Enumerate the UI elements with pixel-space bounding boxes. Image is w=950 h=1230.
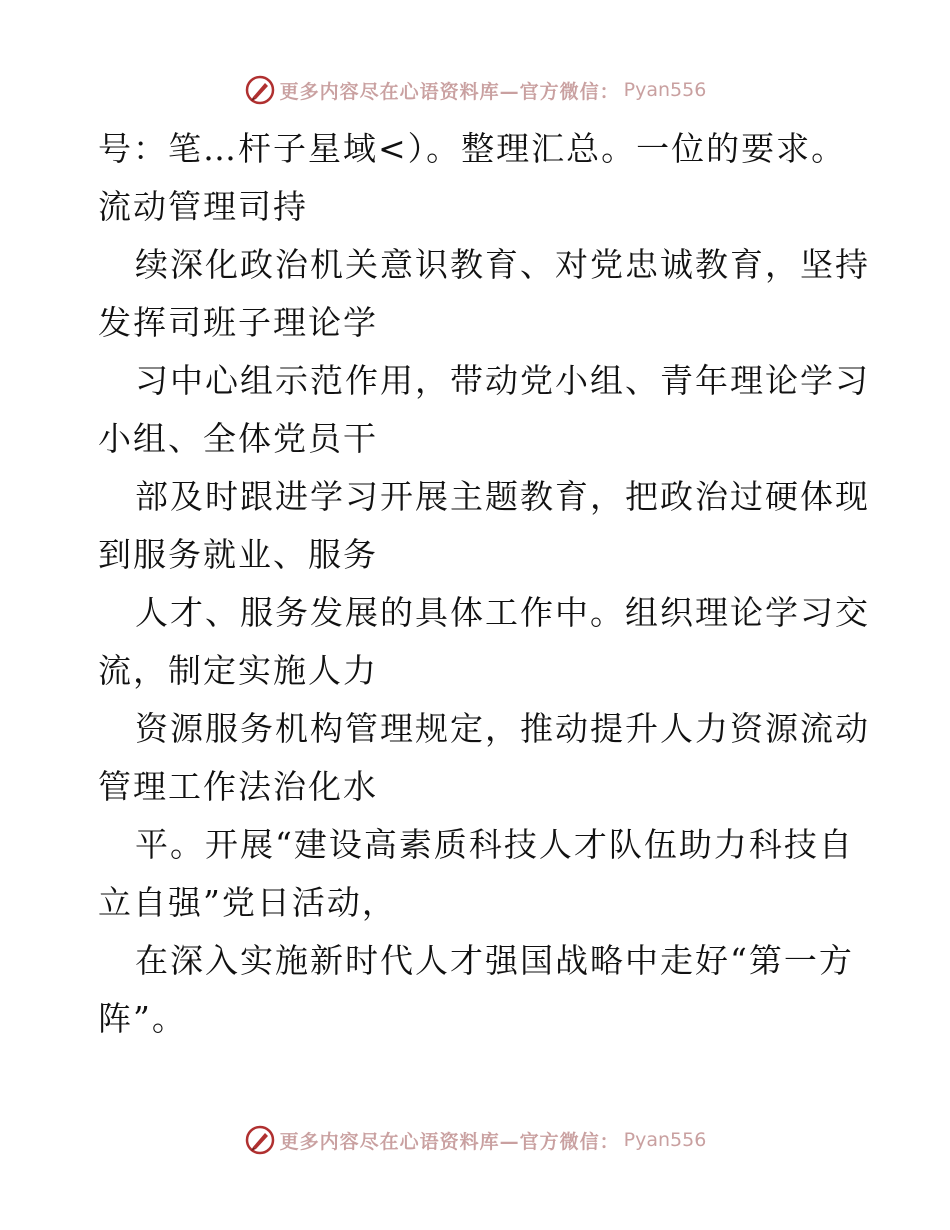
text-line: 部及时跟进学习开展主题教育，把政治过硬体现 xyxy=(135,477,870,516)
text-line: 平。开展“建设高素质科技人才队伍助力科技自 xyxy=(135,825,854,864)
document-body xyxy=(98,120,870,1048)
watermark-wechat-id: Pyan556 xyxy=(623,79,707,101)
watermark-site-text: 更多内容尽在心语资料库—官方微信： xyxy=(279,80,620,103)
text-line: 到服务就业、服务 xyxy=(98,535,378,574)
text-line: 续深化政治机关意识教育、对党忠诚教育，坚持 xyxy=(135,245,870,284)
footer-watermark xyxy=(0,1120,950,1160)
text-line: 习中心组示范作用，带动党小组、青年理论学习 xyxy=(135,361,870,400)
text-line: 立自强”党日活动， xyxy=(98,883,397,922)
pen-circle-logo-icon xyxy=(244,1124,276,1156)
text-line: 小组、全体党员干 xyxy=(98,419,378,458)
text-line: 号：笔…杆子星域<）。整理汇总。一位的要求。 xyxy=(98,129,847,168)
text-line: 在深入实施新时代人才强国战略中走好“第一方 xyxy=(135,941,854,980)
header-watermark xyxy=(0,70,950,110)
text-line: 管理工作法治化水 xyxy=(98,767,378,806)
text-line: 人才、服务发展的具体工作中。组织理论学习交 xyxy=(135,593,870,632)
text-line: 资源服务机构管理规定，推动提升人力资源流动 xyxy=(135,709,870,748)
text-line: 发挥司班子理论学 xyxy=(98,303,378,342)
text-line: 流，制定实施人力 xyxy=(98,651,378,690)
text-line: 流动管理司持 xyxy=(98,187,308,226)
text-line: 阵”。 xyxy=(98,999,187,1038)
pen-circle-logo-icon xyxy=(244,74,276,106)
watermark-site-text: 更多内容尽在心语资料库—官方微信： xyxy=(279,1130,620,1153)
watermark-wechat-id: Pyan556 xyxy=(623,1129,707,1151)
